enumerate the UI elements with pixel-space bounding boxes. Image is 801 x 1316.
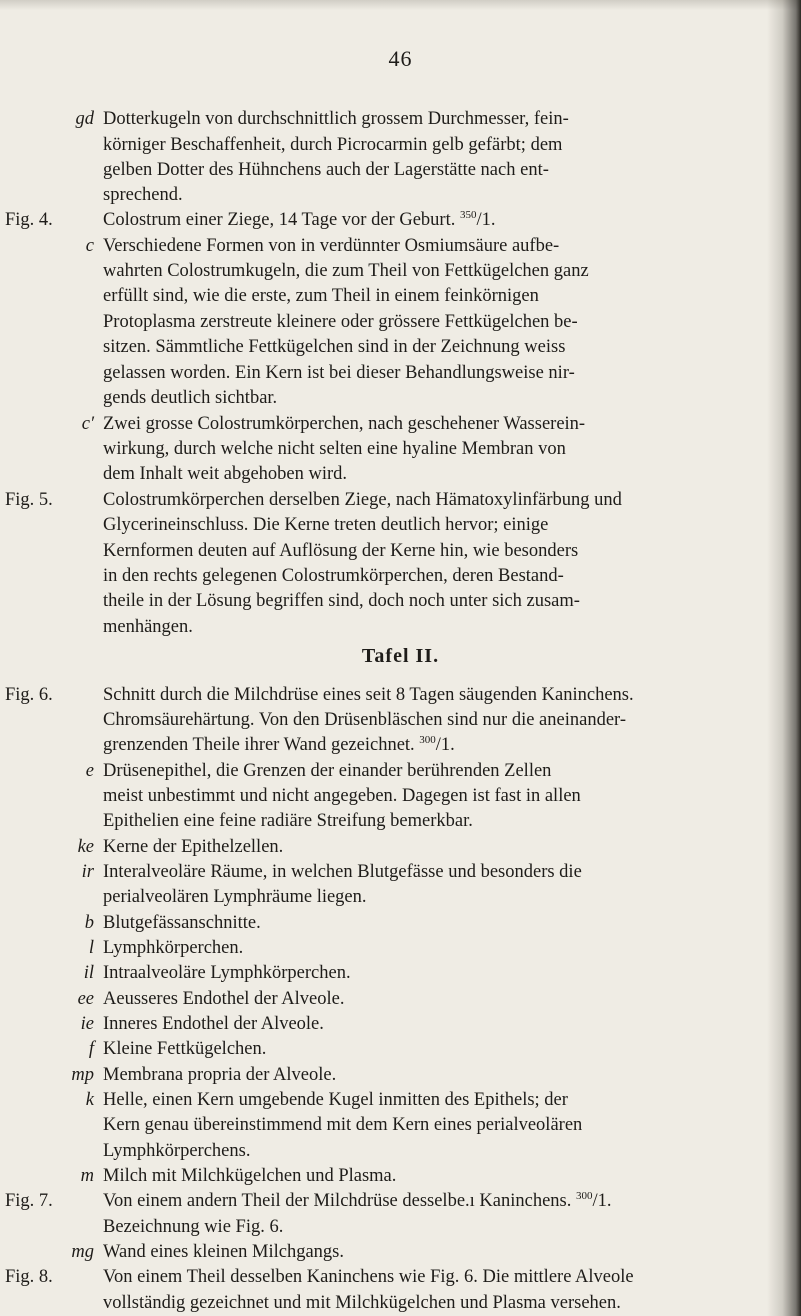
legend-text bbox=[103, 910, 261, 936]
legend-letter-label: ke bbox=[77, 837, 94, 857]
legend-text-content: Protoplasma zerstreute kleinere oder grössere Fettkügelchen be- bbox=[103, 312, 578, 332]
magnification-numerator: 300 bbox=[419, 733, 436, 746]
legend-text bbox=[103, 385, 277, 411]
page-top-shadow bbox=[0, 0, 801, 10]
legend-text bbox=[103, 233, 559, 259]
legend-text bbox=[103, 334, 565, 360]
legend-text bbox=[103, 436, 566, 462]
legend-text bbox=[103, 1214, 283, 1240]
legend-text bbox=[103, 1188, 612, 1214]
legend-text-content: wirkung, durch welche nicht selten eine hyaline Membran von bbox=[103, 439, 566, 459]
legend-letter-label: ir bbox=[81, 862, 94, 882]
legend-text bbox=[103, 758, 551, 784]
legend-text bbox=[103, 132, 562, 158]
legend-letter-label: e bbox=[85, 761, 94, 781]
legend-text-content: Verschiedene Formen von in verdünnter Osmiumsäure aufbe- bbox=[103, 236, 560, 256]
legend-text bbox=[103, 563, 564, 589]
legend-text bbox=[103, 360, 575, 386]
legend-text bbox=[103, 588, 580, 614]
legend-letter-label: ie bbox=[80, 1014, 94, 1034]
legend-text-content: Blutgefässanschnitte. bbox=[103, 913, 261, 933]
legend-text-content: Wand eines kleinen Milchgangs. bbox=[103, 1242, 345, 1262]
legend-text-content: Epithelien eine feine radiäre Streifung bemerkbar. bbox=[103, 811, 473, 831]
legend-letter-label: b bbox=[84, 913, 94, 933]
legend-text-content: Kern genau übereinstimmend mit dem Kern eines perialveolären bbox=[103, 1115, 583, 1135]
legend-letter-label: l bbox=[88, 938, 94, 958]
legend-text bbox=[103, 157, 549, 183]
legend-text bbox=[103, 682, 634, 708]
legend-text bbox=[103, 1239, 344, 1265]
legend-text bbox=[103, 884, 367, 910]
legend-text-content: Milch mit Milchkügelchen und Plasma. bbox=[103, 1166, 397, 1186]
figure-number: Fig. 8. bbox=[5, 1267, 53, 1287]
legend-text-content: in den rechts gelegenen Colostrumkörperchen, deren Bestand- bbox=[103, 566, 564, 586]
legend-text-content: sprechend. bbox=[103, 185, 183, 205]
legend-text bbox=[103, 1036, 266, 1062]
legend-text bbox=[103, 106, 569, 132]
legend-text-content: Chromsäurehärtung. Von den Drüsenbläschen sind nur die aneinander- bbox=[103, 710, 626, 730]
legend-text bbox=[103, 732, 455, 758]
legend-text bbox=[103, 1290, 621, 1316]
legend-text bbox=[103, 512, 548, 538]
magnification-numerator: 300 bbox=[576, 1189, 593, 1202]
legend-text-content: gends deutlich sichtbar. bbox=[103, 388, 278, 408]
legend-text bbox=[103, 859, 582, 885]
legend-text bbox=[103, 1112, 582, 1138]
legend-text-content: vollständig gezeichnet und mit Milchkügelchen und Plasma versehen. bbox=[103, 1293, 621, 1313]
legend-text-content: Inneres Endothel der Alveole. bbox=[103, 1014, 324, 1034]
legend-text-content: grenzenden Theile ihrer Wand gezeichnet. bbox=[103, 735, 415, 755]
legend-text bbox=[103, 783, 581, 809]
plate-title: Tafel II. bbox=[361, 645, 440, 667]
legend-text bbox=[103, 1163, 396, 1189]
legend-text-content: sitzen. Sämmtliche Fettkügelchen sind in der Zeichnung weiss bbox=[103, 337, 566, 357]
legend-text-content: menhängen. bbox=[103, 617, 193, 637]
legend-text-content: Glycerineinschluss. Die Kerne treten deutlich hervor; einige bbox=[103, 515, 549, 535]
legend-text bbox=[103, 614, 193, 640]
legend-letter-label: c bbox=[85, 236, 94, 256]
legend-text bbox=[103, 487, 622, 513]
legend-text bbox=[103, 808, 473, 834]
legend-text-content: Helle, einen Kern umgebende Kugel inmitten des Epithels; der bbox=[103, 1090, 568, 1110]
magnification-denominator: /1. bbox=[592, 1191, 612, 1211]
legend-text bbox=[103, 309, 578, 335]
legend-text bbox=[103, 1087, 568, 1113]
legend-text-content: Intraalveoläre Lymphkörperchen. bbox=[103, 963, 351, 983]
magnification-denominator: /1. bbox=[476, 210, 496, 230]
legend-text-content: Von einem andern Theil der Milchdrüse desselbe.ı Kaninchens. bbox=[103, 1191, 572, 1211]
magnification-numerator: 350 bbox=[459, 208, 477, 221]
figure-number: Fig. 4. bbox=[5, 210, 53, 230]
page-number: 46 bbox=[388, 46, 413, 71]
legend-text bbox=[103, 258, 589, 284]
legend-text bbox=[103, 1011, 324, 1037]
legend-text bbox=[103, 1264, 634, 1290]
figure-number: Fig. 7. bbox=[5, 1191, 53, 1211]
legend-text bbox=[103, 707, 626, 733]
legend-text-content: körniger Beschaffenheit, durch Picrocarmin gelb gefärbt; dem bbox=[103, 135, 563, 155]
legend-text-content: Membrana propria der Alveole. bbox=[103, 1065, 337, 1085]
legend-text bbox=[103, 283, 539, 309]
legend-text bbox=[103, 207, 495, 233]
legend-text-content: Zwei grosse Colostrumkörperchen, nach geschehener Wasserein- bbox=[103, 414, 586, 434]
legend-text-content: gelassen worden. Ein Kern ist bei dieser Behandlungsweise nir- bbox=[103, 363, 575, 383]
legend-text-content: perialveolären Lymphräume liegen. bbox=[103, 887, 367, 907]
legend-text-content: Von einem Theil desselben Kaninchens wie Fig. 6. Die mittlere Alveole bbox=[103, 1267, 634, 1287]
magnification-denominator: /1. bbox=[435, 735, 455, 755]
legend-letter-label: il bbox=[83, 963, 94, 983]
legend-text-content: Drüsenepithel, die Grenzen der einander berührenden Zellen bbox=[103, 761, 552, 781]
legend-text bbox=[103, 411, 585, 437]
legend-letter-label: f bbox=[88, 1039, 94, 1059]
legend-text bbox=[103, 935, 243, 961]
legend-letter-label: k bbox=[85, 1090, 94, 1110]
legend-text-content: theile in der Lösung begriffen sind, doch noch unter sich zusam- bbox=[103, 591, 580, 611]
legend-text-content: wahrten Colostrumkugeln, die zum Theil von Fettkügelchen ganz bbox=[103, 261, 589, 281]
legend-letter-label: ee bbox=[77, 989, 94, 1009]
legend-text-content: Bezeichnung wie Fig. 6. bbox=[103, 1217, 284, 1237]
legend-text-content: gelben Dotter des Hühnchens auch der Lagerstätte nach ent- bbox=[103, 160, 549, 180]
legend-text-content: Kleine Fettkügelchen. bbox=[103, 1039, 267, 1059]
legend-text-content: Lymphkörperchen. bbox=[103, 938, 244, 958]
legend-text bbox=[103, 461, 347, 487]
legend-text-content: Kerne der Epithelzellen. bbox=[103, 837, 284, 857]
legend-text bbox=[103, 538, 578, 564]
legend-text-content: Schnitt durch die Milchdrüse eines seit 8 Tagen säugenden Kaninchens. bbox=[103, 685, 634, 705]
legend-text-content: Kernformen deuten auf Auflösung der Kerne hin, wie besonders bbox=[103, 541, 579, 561]
legend-letter-label: c′ bbox=[81, 414, 94, 434]
legend-text-content: erfüllt sind, wie die erste, zum Theil in einem feinkörnigen bbox=[103, 286, 539, 306]
legend-text-content: Colostrumkörperchen derselben Ziege, nach Hämatoxylinfärbung und bbox=[103, 490, 622, 510]
legend-text-content: meist unbestimmt und nicht angegeben. Dagegen ist fast in allen bbox=[103, 786, 581, 806]
legend-text bbox=[103, 182, 183, 208]
legend-text bbox=[103, 986, 344, 1012]
legend-text-content: Aeusseres Endothel der Alveole. bbox=[103, 989, 345, 1009]
legend-text bbox=[103, 1138, 250, 1164]
legend-text-content: Dotterkugeln von durchschnittlich grossem Durchmesser, fein- bbox=[103, 109, 569, 129]
legend-letter-label: m bbox=[80, 1166, 94, 1186]
figure-number: Fig. 6. bbox=[5, 685, 53, 705]
legend-text-content: Interalveoläre Räume, in welchen Blutgefässe und besonders die bbox=[103, 862, 582, 882]
legend-text-content: Lymphkörperchens. bbox=[103, 1141, 251, 1161]
legend-letter-label: mg bbox=[71, 1242, 94, 1262]
legend-text bbox=[103, 1062, 336, 1088]
legend-letter-label: gd bbox=[75, 109, 94, 129]
legend-text bbox=[103, 834, 283, 860]
legend-text-content: dem Inhalt weit abgehoben wird. bbox=[103, 464, 348, 484]
legend-letter-label: mp bbox=[71, 1065, 94, 1085]
legend-text bbox=[103, 960, 351, 986]
legend-text-content: Colostrum einer Ziege, 14 Tage vor der Geburt. bbox=[103, 210, 456, 230]
figure-number: Fig. 5. bbox=[5, 490, 53, 510]
